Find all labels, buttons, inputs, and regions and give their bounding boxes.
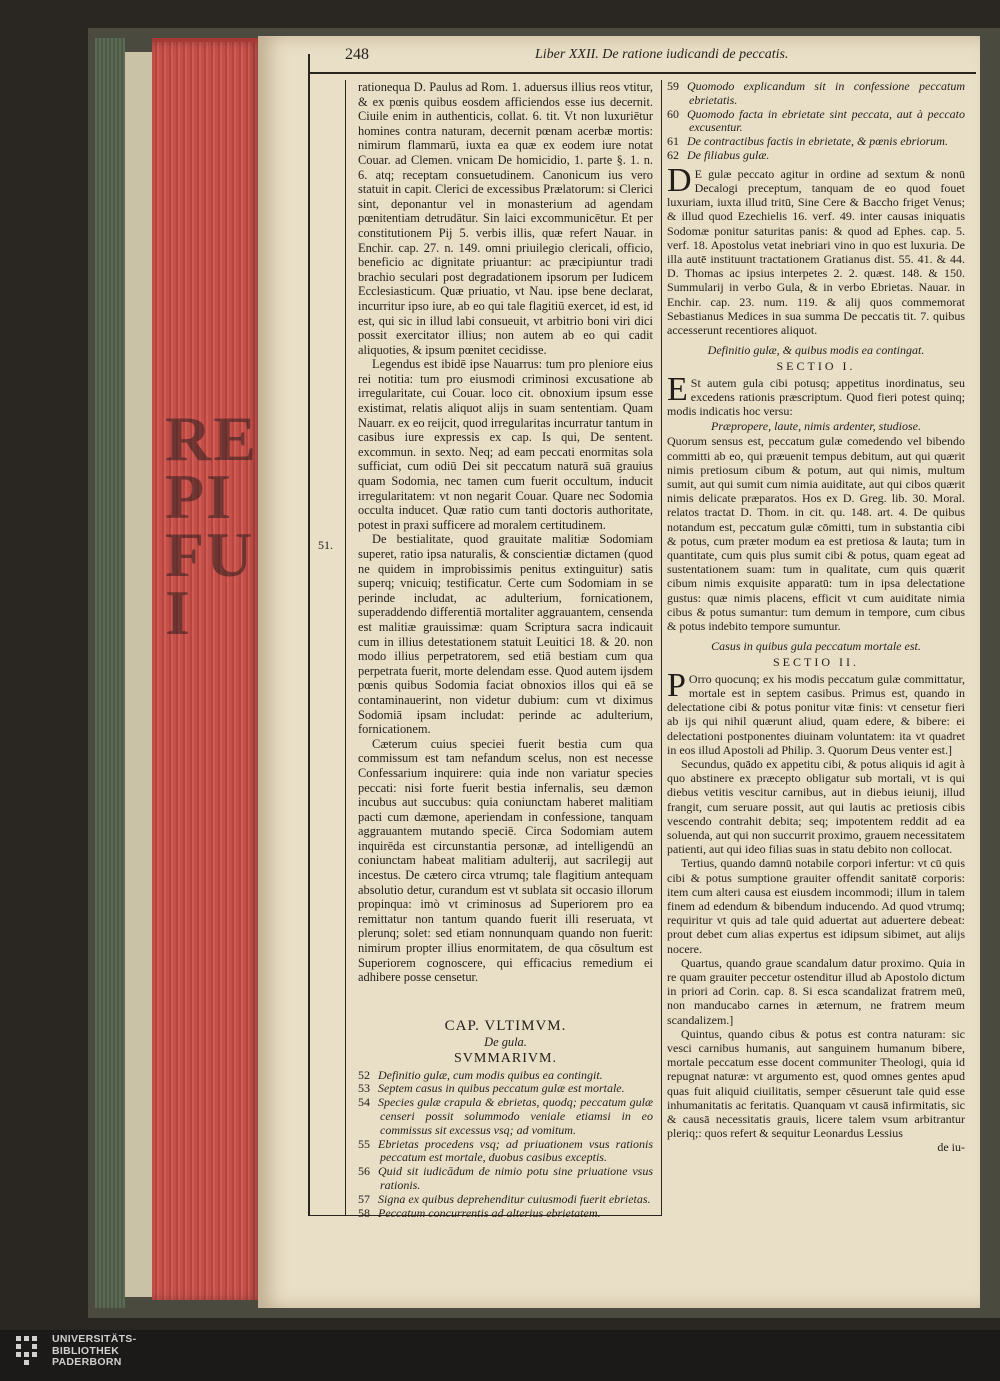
drop-cap: P <box>667 666 686 704</box>
right-column <box>667 80 965 1155</box>
intro-paragraph: D E gulæ peccato agitur in ordine ad sextum & nonū Decalogi preceptum, tanquam de eo quod fouet luxuriam, iuxta illud tritū, Sine Cere & Baccho friget Venus; & illud quod Ezechielis 16. verf. 49. inter causas iniquatis Sodomæ ponitur saturitas panis: & quod ad Ephes. cap. 5. verf. 18. Apostolus vetat inebriari vino in quo est luxuria. De illa autē instituunt tractationem Gratianus dist. 55. 41. & 44. D. Thomas ac ipsius interpetes 2. 2. quæst. 148. & 150. Summularij in verbo Gula, & in verbo Ebrietas. Nauar. in Enchir. cap. 23. num. 119. & alij quos commemorat Sebastianus Medices in sua summa De peccatis tit. 7. quibus accesserunt recentiores aliquot. <box>667 161 965 338</box>
red-page-edges <box>152 42 260 1300</box>
page-number: 248 <box>345 46 369 63</box>
summary-item: 55 Ebrietas procedens vsq; ad priuationem vsus rationis peccatum est mortale, duobus casibus exceptis. <box>358 1136 653 1165</box>
cloth-binding <box>95 38 125 1308</box>
summarium-heading: SVMMARIVM. <box>454 1051 557 1066</box>
library-logo-icon <box>16 1336 46 1366</box>
running-head: Liber XXII. De ratione iudicandi de peccatis. <box>535 47 789 62</box>
definition-heading: Definitio gulæ, & quibus modis ea contingat. <box>707 343 925 358</box>
left-frame-rule <box>308 54 310 1216</box>
paragraph: Quorum sensus est, peccatum gulæ comedendo vel bibendo committi ab eo, qui præuenit tempus debitum, aut qui quærit nimis pretiosum cibum & potum, aut qui nimis, multum sumit, aut qui sumit cum nimia auiditate, aut qui cibos quærit nimis delicate præparatos. Hos ex D. Greg. lib. 30. Moral. relatos tractat D. Thom. in cit. qu. 148. art. 4. De quibus notandum est, peccatum gulæ cōmitti, tum in substantia cibi & potus, cum præter modum ea est pretiosa & lauta; tum in quantitate, cum quis plus sumit cibi & potus, quam egeat ad sustentationem suam: tum in qualitate, cum quis quærit cibum nimis exquisite apparatū: tum in ipsa delectatione gustus: quæ nimis placens, efficit vt cum auiditate nimia cibus & potus sumantur: tum demum in tempore, cum cibus & potus indebito tempore sumuntur. <box>667 434 965 634</box>
paragraph: rationequa D. Paulus ad Rom. 1. aduersus illius reos vtitur, & ex pœnis quibus eosdem afficiendos esse ius decernit. Ciuile enim in authenticis, collat. 6. tit. Vt non luxuriētur homines contra naturam, decernit pœnam acerbæ mortis: nimirum flammarū, iuxta ea quæ ex eodem iure notat Couar. ad Clemen. vnicam De homicidio, 1. parte §. 1. n. 6. atq; receptam consuetudinem. Canonicum ius vero statuit in capit. Clerici de excessibus Prælatorum: si Clerici sint, deponantur vel in monasterium ad agendam pœnitentiam detrudātur. Sin laici excommunicētur. Et per constitutionem Pij 5. verbis illis, quæ refert Nauar. in Enchir. cap. 27. n. 149. omni priuilegio clericali, officio, beneficio ac dignitate priuantur: ac præcipiuntur tradi brachio seculari post degradationem ipsorum per Iudicem Ecclesiasticum. Quæ priuatio, vt Nau. ipse bene declarat, incurritur ipso iure, ab eo qui tale flagitiū exercet, id est, id est, qui sic in illud labi consueuit, vt arbitrio boni viri dici possit exercitator illius; non autem ab eo qui cadit aliquoties, & ipsum pœnitet cecidisse. <box>358 80 653 357</box>
paragraph: Quintus, quando cibus & potus est contra naturam: sic vesci carnibus humanis, aut sanguinem humanum bibere, mortale peccatum esse docent communiter Theologi, quia id repugnat naturæ: vt argumento est, quod omnes gentes apud quas fuit aliquid ciuilitatis, semper cēsuerunt tale quid esse inhumanitatis ac feritatis. Quanquam vt causā infirmitatis, sic & causā necessitatis grauis, licere talem vsum arbitrantur pleriq;: quos refert & sequitur Leonardus Lessius <box>667 1026 965 1141</box>
drop-cap: E <box>667 370 688 408</box>
top-rule <box>308 72 976 74</box>
summary-item: 54 Species gulæ crapula & ebrietas, quodq; peccatum gulæ censeri possit solummodo veniale etiamsi in eo commissus sit excessus vsq; ad vomitum. <box>358 1095 653 1137</box>
running-header <box>345 46 975 68</box>
library-logo <box>16 1334 216 1374</box>
chapter-subtitle: De gula. <box>484 1035 527 1050</box>
casus-heading: Casus in quibus gula peccatum mortale est. <box>711 639 921 654</box>
drop-cap: D <box>667 161 692 199</box>
paragraph: Quartus, quando graue scandalum datur proximo. Quia in re quam grauiter peccetur ostenditur illud ab Apostolo dictum in priori ad Corin. cap. 8. Si esca scandalizat fratrem meū, non manducabo carnes in æternum, ne fratrem meum scandalizem.] <box>667 955 965 1027</box>
section-heading: SECTIO II. <box>773 655 859 670</box>
summary-item: 59 Quomodo explicandum sit in confessione peccatum ebrietatis. <box>667 79 965 107</box>
library-name: UNIVERSITÄTS- BIBLIOTHEK PADERBORN <box>52 1333 137 1368</box>
section-heading: SECTIO I. <box>776 359 856 374</box>
paragraph: Cæterum cuius speciei fuerit bestia cum qua commissum est tam nefandum scelus, non est necesse Confessarium inquirere: quia inde non variatur species peccati: nisi forte fuerit bestia infernalis, seu dæmon incubus aut succubus: quia coniunctam haberet malitiam pacti cum dæmone, aperiendam in confessione, tanquam aggrauantem mutando speciē. Circa Sodomiam autem inquirēda est circunstantia personæ, ad intelligendū an coniunctam habeat malitiam adulterij, aut sacrilegij aut incestus. De cætero circa vtrumq; tale flagitium antequam absolutio detur, curandum est vt sublata sit occasio illorum propinqua: imò vt criminosus ad Superiorem pro ea remittatur non tantum quando fuerit illi reseruata, vt plerunq; solet: sed etiam nonnunquam quando non fuerit: nimirum propter illius enormitatem, de qua cōsultum est Superiorem cognoscere, qui efficacius remedium ei adhibere posse censetur. <box>358 736 653 985</box>
paragraph: Tertius, quando damnū notabile corpori infertur: vt cū quis cibi & potus sumptione grauiter offendit sanitatē corporis: item cum alteri causa est eiusdem incommodi; illum in talem finem ad edendum & bibendum inducendo. Ad quod vtrumq; requiritur vt quis ad tale quid aduertat aut aduertere debeat: prout debet cum alias expertus est idipsum sibimet, aut alijs nocere. <box>667 856 965 956</box>
paragraph: Secundus, quādo ex appetitu cibi, & potus aliquis id agit à quo abstinere ex præcepto obligatur sub mortali, vt is qui diebus vetitis vescitur carnibus, aut in diebus ieiunij, illud frangit, cum seruare possit, aut qui lautis ac pretiosis cibis vescendo contrahit debita; seq; impotentem reddit ad ea soluenda, aut qui non succurrit proximo, grauem necessitatem patienti, aut qui ideo filias suas in statu debito non collocat. <box>667 756 965 857</box>
summary-item: 61 De contractibus factis in ebrietate, & pœnis ebriorum. <box>667 134 948 149</box>
spine-bleed-through: RE PI FU I <box>165 403 258 648</box>
summary-item: 60 Quomodo facta in ebrietate sint peccata, aut à peccato excusentur. <box>667 106 965 135</box>
summary-item: 57 Signa ex quibus deprehenditur cuiusmodi fuerit ebrietas. <box>358 1191 651 1206</box>
left-inner-rule <box>345 80 346 1215</box>
margin-number: 51. <box>318 538 333 552</box>
summary-item: 53 Septem casus in quibus peccatum gulæ est mortale. <box>358 1081 625 1096</box>
summary-item: 52 Definitio gulæ, cum modis quibus ea contingit. <box>358 1067 603 1082</box>
column-divider <box>661 80 662 1215</box>
left-column <box>358 80 653 1220</box>
chapter-title: CAP. VLTIMVM. <box>444 1017 567 1034</box>
summary-item: 62 De filiabus gulæ. <box>667 147 770 162</box>
binding-paper <box>125 52 155 1297</box>
paragraph: De bestialitate, quod grauitate malitiæ Sodomiam superet, ratio ipsa naturalis, & conscientiæ dictamen (quod ne quidem in improbissimis penitus extinguitur) satis superq; vnicuiq; testificatur. Certe cum Sodomiam in se perinde includat, ac adulterium, fornicationem, superaddendo differentiā mortaliter aggrauantem, censenda est malitiæ grauissimæ: quam Scriptura sacra indicauit cum in illius detestationem statuit Leuitici 18. & 20. non modo illius perpetratorem, sed etiā bestiam cum qua perpetrata fuerit, morte delendam esse. Quod autem ijsdem pœnis quibus Sodomia faciat obnoxios illos qui eā se contaminauerint, non videtur dubium: cum vt diximus Sodomiā ipsam includat: perinde ac adulterium, fornicationem. <box>358 532 653 737</box>
section-intro: E St autem gula cibi potusq; appetitus inordinatus, seu excedens rationis præscriptum. Quod fieri potest quinq; modis indicatis hoc versu: <box>667 370 965 419</box>
summary-item: 58 Peccatum concurrentis ad alterius ebrietatem. <box>358 1205 601 1220</box>
paragraph: Legendus est ibidē ipse Nauarrus: tum pro pleniore eius rei notitia: tum pro eiusmodi criminosi excusatione ab irregularitate, cui Couar. loco cit. obnoxium ipsum esse existimat, relatis aliquot alijs in suam sententiam. Quam Nauarr. ex eo reijcit, quod irregularitas incurratur tantum in casibus iure expressis ex cap. Is qui, De sentent. excommun. in sexto. Neq; ad eam peccati enormitas sola sufficiat, cum odiū Dei sit peccatum naturā suā grauius quam Sodomia, nec tamen cum fuerit occultum, inducit irregularitatem: vt non negarit Couar. Quare nec Sodomia occulta inducet. Quæ ratio cum tanti doctoris authoritate, potest in praxi sufficere ad moralem certitudinem. <box>358 357 653 532</box>
catchword: de iu- <box>937 1140 965 1155</box>
section-intro: P Orro quocunq; ex his modis peccatum gulæ committatur, mortale est in septem casibus. Primus est, quando in delectatione cibi & potus ponitur vitæ finis: vt censetur fieri ab ijs qui nihil quærunt aliud, quam edere, & bibere: ei delectationi postponentes diuinam voluntatem: ita vt quadret in eos illud Apostoli ad Philip. 3. Quorum Deus venter est.] <box>667 666 965 757</box>
verse-line: Præpropere, laute, nimis ardenter, studiose. <box>711 419 921 434</box>
summary-item: 56 Quid sit iudicādum de nimio potu sine priuatione vsus rationis. <box>358 1164 653 1192</box>
